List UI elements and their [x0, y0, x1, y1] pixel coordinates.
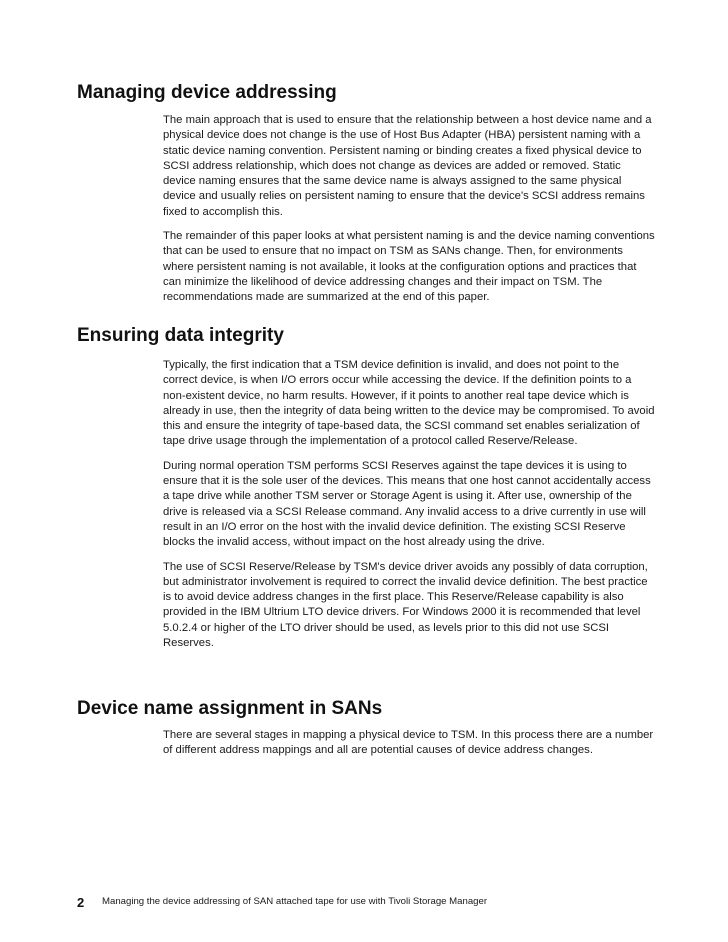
section-body-device-name-assignment [163, 728, 655, 768]
section-body-managing-device-addressing [163, 113, 655, 315]
section-body-ensuring-data-integrity [163, 358, 655, 660]
section-heading-managing-device-addressing: Managing device addressing [77, 82, 337, 103]
paragraph: The remainder of this paper looks at what persistent naming is and the device naming conventions that can be used to ensure that no impact on TSM as SANs change. Then, for environments where persistent naming is not available, it looks at the configuration options and practices that can minimize the likelihood of device addressing changes and their impact on TSM. The recommendations made are summarized at the end of this paper. [163, 230, 655, 304]
paragraph: The main approach that is used to ensure that the relationship between a host device name and a physical device does not change is the use of Host Bus Adapter (HBA) persistent naming with a static device naming convention. Persistent naming or binding creates a fixed physical device to SCSI address relationship, which does not change as devices are added or removed. Static device naming ensures that the same device name is always assigned to the same physical device and usually relies on persistent naming to ensure that the device's SCSI address remains fixed to accomplish this. [163, 114, 652, 218]
page-number: 2 [77, 895, 85, 910]
section-heading-device-name-assignment: Device name assignment in SANs [77, 698, 383, 719]
page-footer [77, 894, 677, 910]
paragraph: The use of SCSI Reserve/Release by TSM's device driver avoids any possibly of data corruption, but administrator involvement is required to correct the invalid device definition. The best practice is to avoid device address changes in the first place. This Reserve/Release capability is also provided in the IBM Ultrium LTO device drivers. For Windows 2000 it is recommended that level 5.0.2.4 or higher of the LTO driver should be used, as levels prior to this did not use SCSI Reserves. [163, 560, 648, 650]
paragraph: Typically, the first indication that a TSM device definition is invalid, and does not point to the correct device, is when I/O errors occur while accessing the device. If the definition points to a non-existent device, no harm results. However, if it points to another real tape device which is already in use, then the integrity of data being written to the device may be compromised. To avoid this and ensure the integrity of tape-based data, the SCSI command set enables serialization of tape drive usage through the implementation of a protocol called Reserve/Release. [163, 359, 655, 448]
paragraph: During normal operation TSM performs SCSI Reserves against the tape devices it is using to ensure that it is the sole user of the devices. This means that one host cannot accidentally access a tape drive while another TSM server or Storage Agent is using it. After use, ownership of the drive is released via a SCSI Release command. Any invalid access to a drive currently in use will result in an I/O error on the host with the invalid device definition. The existing SCSI Reserve blocks the invalid access, without impact on the host already using the drive. [163, 459, 651, 549]
section-heading-ensuring-data-integrity: Ensuring data integrity [77, 325, 284, 346]
footer-title: Managing the device addressing of SAN attached tape for use with Tivoli Storage Manager [102, 896, 488, 907]
paragraph: There are several stages in mapping a physical device to TSM. In this process there are a number of different address mappings and all are potential causes of device address changes. [163, 729, 654, 757]
